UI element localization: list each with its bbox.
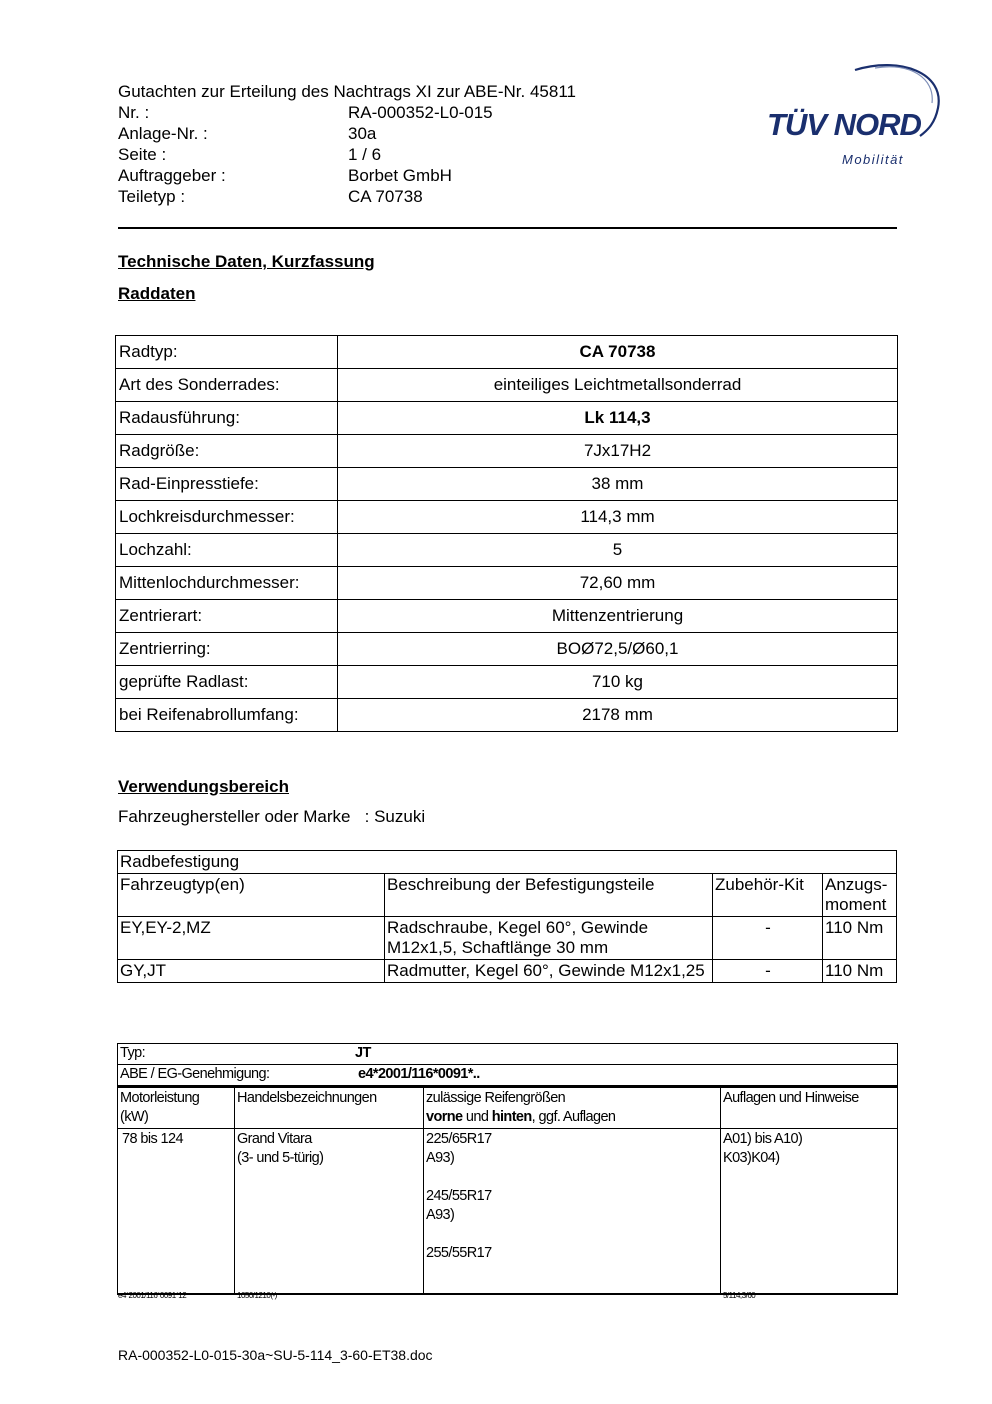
raddaten-row	[116, 468, 898, 501]
header-value: 1 / 6	[348, 145, 382, 164]
typ-row	[117, 1043, 898, 1065]
raddaten-row	[116, 402, 898, 435]
raddaten-value: 710 kg	[338, 666, 898, 699]
handelsbezeichnung-cell: Grand Vitara (3- und 5-türig)	[235, 1129, 424, 1295]
raddaten-label: Zentrierring:	[116, 633, 338, 666]
tuev-nord-logo	[760, 58, 945, 173]
raddaten-row	[116, 567, 898, 600]
column-header: Zubehör-Kit	[713, 874, 823, 917]
raddaten-label: bei Reifenabrollumfang:	[116, 699, 338, 732]
header-value: Borbet GmbH	[348, 166, 452, 185]
raddaten-value: einteiliges Leichtmetallsonderrad	[338, 369, 898, 402]
raddaten-value: 72,60 mm	[338, 567, 898, 600]
section-raddaten: Raddaten	[118, 284, 196, 303]
section-technische-daten: Technische Daten, Kurzfassung	[118, 252, 375, 271]
vorne-label: vorne	[426, 1109, 463, 1125]
header-row-seite	[118, 144, 576, 165]
table-row	[118, 960, 897, 983]
raddaten-value: BOØ72,5/Ø60,1	[338, 633, 898, 666]
raddaten-value: 2178 mm	[338, 699, 898, 732]
auflagen-cell: A01) bis A10) K03)K04)	[721, 1129, 898, 1295]
column-header: Anzugs- moment	[823, 874, 897, 917]
beschreibung-cell: Radschraube, Kegel 60°, Gewinde M12x1,5, Schaftlänge 30 mm	[385, 917, 713, 960]
raddaten-row	[116, 336, 898, 369]
raddaten-row	[116, 699, 898, 732]
hersteller-sep: :	[364, 807, 370, 826]
small-note-mid: 1050/1210(-)	[237, 1291, 277, 1300]
column-header: Beschreibung der Befestigungsteile	[385, 874, 713, 917]
header-row-anlage	[118, 123, 576, 144]
raddaten-row	[116, 369, 898, 402]
table-row	[118, 917, 897, 960]
zubehoer-cell: -	[713, 960, 823, 983]
raddaten-value: 7Jx17H2	[338, 435, 898, 468]
header-key: Teiletyp :	[118, 187, 186, 206]
header-key: Seite :	[118, 145, 167, 164]
beschreibung-cell: Radmutter, Kegel 60°, Gewinde M12x1,25	[385, 960, 713, 983]
und-label: und	[462, 1109, 492, 1125]
header-value: 30a	[348, 124, 377, 143]
raddaten-row	[116, 501, 898, 534]
fahrzeugtyp-cell: GY,JT	[118, 960, 385, 983]
auflagen-suffix: , ggf. Auflagen	[531, 1109, 616, 1125]
moment-cell: 110 Nm	[823, 917, 897, 960]
typ-block	[117, 1043, 898, 1295]
radbefestigung-header-row	[118, 874, 897, 917]
column-header: Motorleistung (kW)	[118, 1087, 235, 1129]
raddaten-label: Lochkreisdurchmesser:	[116, 501, 338, 534]
typ-label: Typ:	[120, 1045, 145, 1061]
motorleistung-cell: 78 bis 124	[118, 1129, 235, 1295]
raddaten-label: Radausführung:	[116, 402, 338, 435]
column-header: Fahrzeugtyp(en)	[118, 874, 385, 917]
small-note-right: 5/114,3/60	[723, 1291, 756, 1300]
column-header: Handelsbezeichnungen	[235, 1087, 424, 1129]
header-value: CA 70738	[348, 187, 423, 206]
raddaten-row	[116, 633, 898, 666]
abe-label: ABE / EG-Genehmigung:	[120, 1066, 270, 1082]
raddaten-table	[115, 335, 898, 732]
header-key: Auftraggeber :	[118, 166, 226, 185]
raddaten-row	[116, 600, 898, 633]
raddaten-label: Radtyp:	[116, 336, 338, 369]
raddaten-label: Rad-Einpresstiefe:	[116, 468, 338, 501]
header-divider	[118, 227, 897, 229]
reifengroessen-cell: 225/65R17 A93) 245/55R17 A93) 255/55R17	[424, 1129, 721, 1295]
column-header: Auflagen und Hinweise	[721, 1087, 898, 1129]
typ-body-row	[118, 1129, 898, 1295]
moment-cell: 110 Nm	[823, 960, 897, 983]
fahrzeughersteller-line	[118, 807, 425, 827]
abe-row	[117, 1065, 898, 1086]
document-header	[118, 81, 576, 207]
raddaten-label: geprüfte Radlast:	[116, 666, 338, 699]
column-header-reifen	[424, 1087, 721, 1129]
typ-value: JT	[355, 1045, 371, 1061]
header-key: Nr. :	[118, 103, 150, 122]
zubehoer-cell: -	[713, 917, 823, 960]
logo-brand: TÜV NORD	[767, 107, 921, 142]
typ-header-row	[118, 1087, 898, 1129]
raddaten-label: Mittenlochdurchmesser:	[116, 567, 338, 600]
reifen-header-line: zulässige Reifengrößen	[426, 1090, 566, 1106]
hinten-label: hinten	[491, 1109, 532, 1125]
small-note-left: e4*2001/116*0091*12	[118, 1291, 187, 1300]
header-row-teiletyp	[118, 186, 576, 207]
raddaten-label: Zentrierart:	[116, 600, 338, 633]
raddaten-label: Lochzahl:	[116, 534, 338, 567]
report-title: Gutachten zur Erteilung des Nachtrags XI zur ABE-Nr. 45811	[118, 82, 576, 101]
fahrzeugtyp-cell: EY,EY-2,MZ	[118, 917, 385, 960]
header-row-nr	[118, 102, 576, 123]
abe-value: e4*2001/116*0091*..	[358, 1066, 480, 1082]
reifen-header-sub	[426, 1108, 718, 1127]
raddaten-value: CA 70738	[338, 336, 898, 369]
header-key: Anlage-Nr. :	[118, 124, 208, 143]
radbefestigung-table	[117, 850, 897, 983]
raddaten-label: Radgröße:	[116, 435, 338, 468]
raddaten-value: 114,3 mm	[338, 501, 898, 534]
hersteller-label: Fahrzeughersteller oder Marke	[118, 807, 351, 826]
section-verwendungsbereich: Verwendungsbereich	[118, 777, 289, 796]
header-row-auftraggeber	[118, 165, 576, 186]
radbefestigung-title: Radbefestigung	[118, 851, 897, 874]
raddaten-label: Art des Sonderrades:	[116, 369, 338, 402]
raddaten-value: Mittenzentrierung	[338, 600, 898, 633]
raddaten-row	[116, 435, 898, 468]
raddaten-value: 38 mm	[338, 468, 898, 501]
hersteller-value: Suzuki	[374, 807, 426, 826]
header-value: RA-000352-L0-015	[348, 103, 493, 122]
logo-subtitle: Mobilität	[842, 152, 904, 167]
raddaten-value: 5	[338, 534, 898, 567]
document-footer-filename: RA-000352-L0-015-30a~SU-5-114_3-60-ET38.doc	[118, 1347, 433, 1363]
raddaten-row	[116, 666, 898, 699]
typ-details-table	[117, 1086, 898, 1295]
raddaten-row	[116, 534, 898, 567]
raddaten-value: Lk 114,3	[338, 402, 898, 435]
